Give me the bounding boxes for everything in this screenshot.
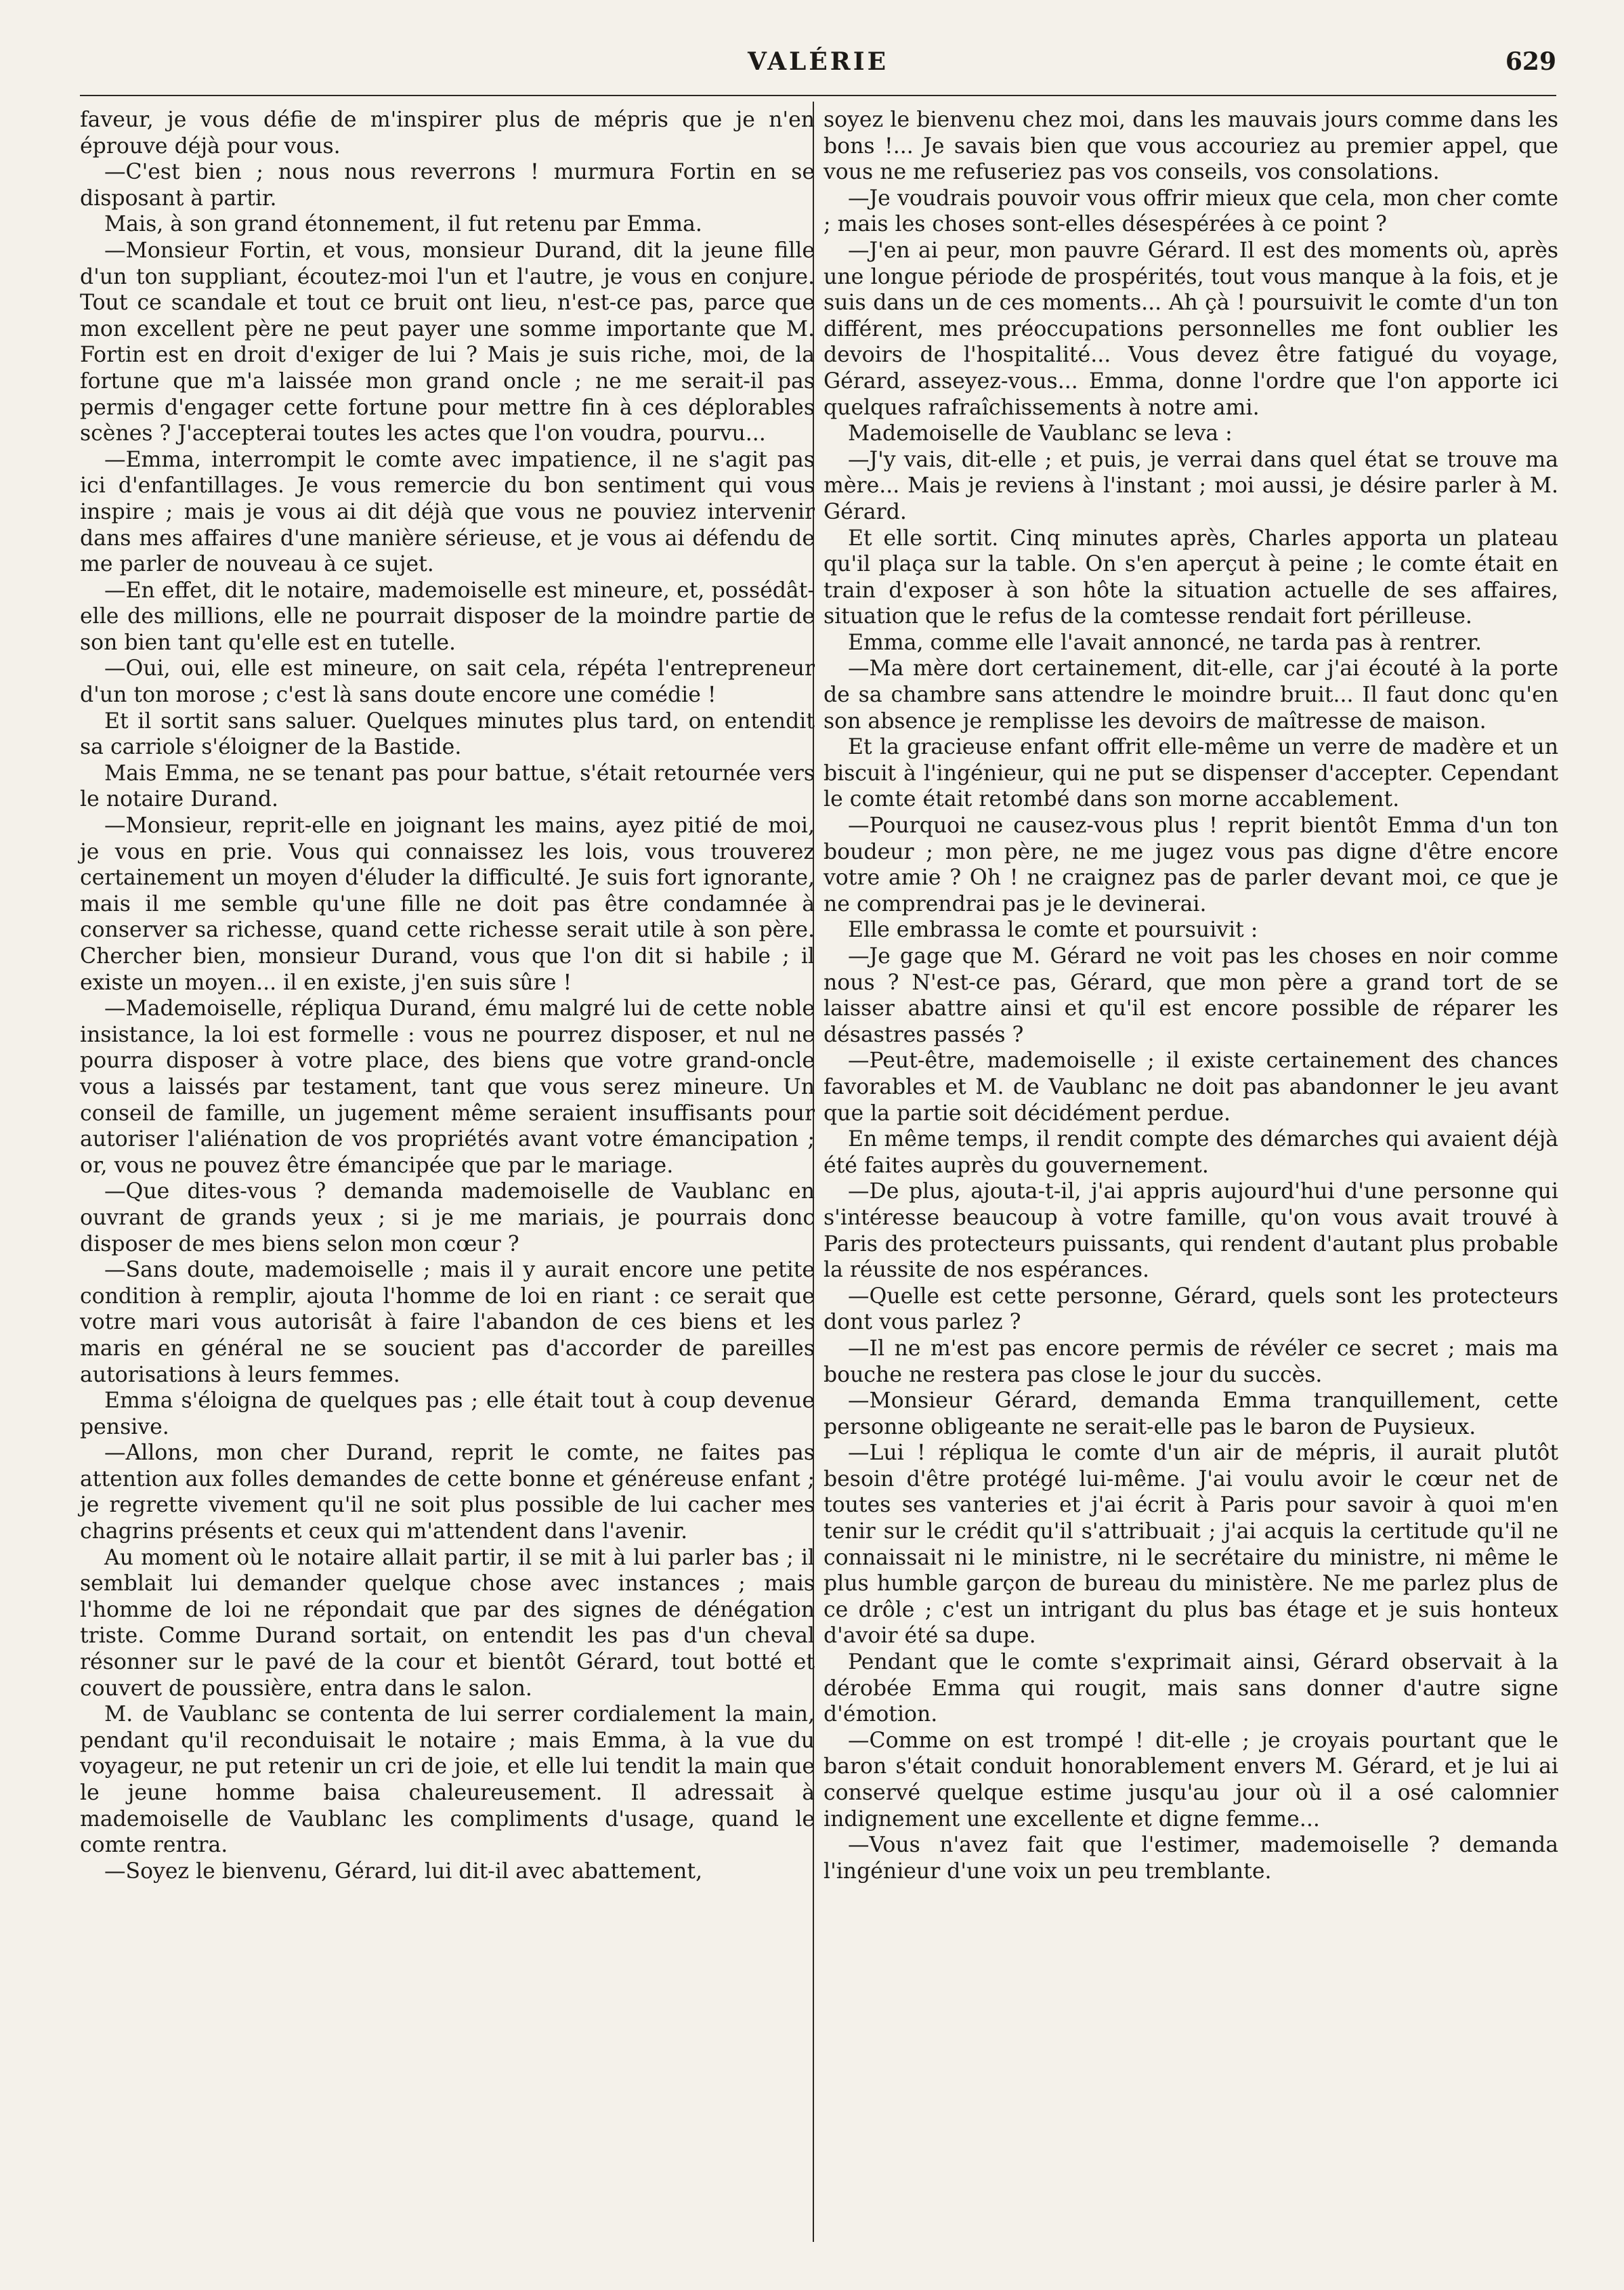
paragraph: —En effet, dit le notaire, mademoiselle est mineure, et, possédât-elle des millions, elle ne pourrait disposer de la moindre partie de son bien tant qu'elle est en tutelle. xyxy=(80,578,815,655)
paragraph: —Comme on est trompé ! dit-elle ; je croyais pourtant que le baron s'était conduit honorablement envers M. Gérard, et je lui ai conservé quelque estime jusqu'au jour où il a osé calomnier indignement une excellente et digne femme... xyxy=(824,1728,1558,1831)
paragraph: Et la gracieuse enfant offrit elle-même un verre de madère et un biscuit à l'ingénieur, qui ne put se dispenser d'accepter. Cependant le comte était retombé dans son morne accablement. xyxy=(824,735,1558,812)
left-column xyxy=(80,107,815,1884)
paragraph: —Sans doute, mademoiselle ; mais il y aurait encore une petite condition à remplir, ajouta l'homme de loi en riant : ce serait que votre mari vous autorisât à faire l'abandon de ces biens et les maris en général ne se soucient pas d'accorder de pareilles autorisations à leurs femmes. xyxy=(80,1258,815,1387)
paragraph: —Lui ! répliqua le comte d'un air de mépris, il aurait plutôt besoin d'être protégé lui-même. J'ai voulu avoir le cœur net de toutes ses vanteries et j'ai écrit à Paris pour savoir à quoi m'en tenir sur le crédit qu'il s'attribuait ; j'ai acquis la certitude qu'il ne connaissait ni le ministre, ni le secrétaire du ministre, ni même le plus humble garçon de bureau du ministère. Ne me parlez plus de ce drôle ; c'est un intrigant du plus bas étage et je suis honteux d'avoir été sa dupe. xyxy=(824,1441,1558,1649)
paragraph: —Que dites-vous ? demanda mademoiselle de Vaublanc en ouvrant de grands yeux ; si je me mariais, je pourrais donc disposer de mes biens selon mon cœur ? xyxy=(80,1179,815,1256)
paragraph: —Peut-être, mademoiselle ; il existe certainement des chances favorables et M. de Vaublanc ne doit pas abandonner le jeu avant que la partie soit décidément perdue. xyxy=(824,1048,1558,1126)
paragraph: —Monsieur Fortin, et vous, monsieur Durand, dit la jeune fille d'un ton suppliant, écoutez-moi l'un et l'autre, je vous en conjure. Tout ce scandale et tout ce bruit ont lieu, n'est-ce pas, parce que mon excellent père ne peut payer une somme importante que M. Fortin est en droit d'exiger de lui ? Mais je suis riche, moi, de la fortune que m'a laissée mon grand oncle ; ne me serait-il pas permis d'engager cette fortune pour mettre fin à ces déplorables scènes ? J'accepterai toutes les actes que l'on voudra, pourvu... xyxy=(80,238,815,446)
paragraph: —J'en ai peur, mon pauvre Gérard. Il est des moments où, après une longue période de prospérités, tout vous manque à la fois, et je suis dans un de ces moments... Ah çà ! poursuivit le comte d'un ton différent, mes préoccupations personnelles me font oublier les devoirs de l'hospitalité... Vous devez être fatigué du voyage, Gérard, asseyez-vous... Emma, donne l'ordre que l'on apporte ici quelques rafraîchissements à notre ami. xyxy=(824,238,1558,420)
running-title: VALÉRIE xyxy=(747,47,889,76)
paragraph: —Vous n'avez fait que l'estimer, mademoiselle ? demanda l'ingénieur d'une voix un peu tremblante. xyxy=(824,1833,1558,1884)
paragraph: —C'est bien ; nous nous reverrons ! murmura Fortin en se disposant à partir. xyxy=(80,160,815,211)
paragraph: —Quelle est cette personne, Gérard, quels sont les protecteurs dont vous parlez ? xyxy=(824,1284,1558,1335)
paragraph: —Mademoiselle, répliqua Durand, ému malgré lui de cette noble insistance, la loi est formelle : vous ne pourrez disposer, et nul ne pourra disposer à votre place, des biens que votre grand-oncle vous a laissés par testament, tant que vous serez mineure. Un conseil de famille, un jugement même seraient insuffisants pour autoriser l'aliénation de vos propriétés avant votre émancipation ; or, vous ne pouvez être émancipée que par le mariage. xyxy=(80,996,815,1178)
header-rule xyxy=(80,95,1556,96)
paragraph: faveur, je vous défie de m'inspirer plus de mépris que je n'en éprouve déjà pour vous. xyxy=(80,108,815,158)
paragraph: —Monsieur Gérard, demanda Emma tranquillement, cette personne obligeante ne serait-elle pas le baron de Puysieux. xyxy=(824,1388,1558,1439)
paragraph: Mademoiselle de Vaublanc se leva : xyxy=(848,421,1233,446)
paragraph: —J'y vais, dit-elle ; et puis, je verrai dans quel état se trouve ma mère... Mais je reviens à l'instant ; moi aussi, je désire parler à M. Gérard. xyxy=(824,447,1558,524)
right-column xyxy=(824,107,1558,1884)
paragraph: Au moment où le notaire allait partir, il se mit à lui parler bas ; il semblait lui demander quelque chose avec instances ; mais l'homme de loi ne répondait que par des signes de dénégation triste. Comme Durand sortait, on entendit les pas d'un cheval résonner sur le pavé de la cour et bientôt Gérard, tout botté et couvert de poussière, entra dans le salon. xyxy=(80,1545,815,1701)
paragraph: —Ma mère dort certainement, dit-elle, car j'ai écouté à la porte de sa chambre sans attendre le moindre bruit... Il faut donc qu'en son absence je remplisse les devoirs de maîtresse de maison. xyxy=(824,656,1558,734)
paragraph: —Je voudrais pouvoir vous offrir mieux que cela, mon cher comte ; mais les choses sont-elles désespérées à ce point ? xyxy=(824,186,1558,237)
paragraph: Et il sortit sans saluer. Quelques minutes plus tard, on entendit sa carriole s'éloigner de la Bastide. xyxy=(80,708,815,760)
paragraph: —Pourquoi ne causez-vous plus ! reprit bientôt Emma d'un ton boudeur ; mon père, ne me jugez vous pas digne d'être encore votre amie ? Oh ! ne craignez pas de parler devant moi, ce que je ne comprendrai pas je le devinerai. xyxy=(824,813,1558,916)
paragraph: —Il ne m'est pas encore permis de révéler ce secret ; mais ma bouche ne restera pas close le jour du succès. xyxy=(824,1336,1558,1387)
paragraph: Mais, à son grand étonnement, il fut retenu par Emma. xyxy=(104,212,702,237)
paragraph: —Soyez le bienvenu, Gérard, lui dit-il avec abattement, xyxy=(104,1859,703,1884)
paragraph: —Oui, oui, elle est mineure, on sait cela, répéta l'entrepreneur d'un ton morose ; c'est là sans doute encore une comédie ! xyxy=(80,656,815,708)
page-number: 629 xyxy=(1505,47,1556,76)
paragraph: soyez le bienvenu chez moi, dans les mauvais jours comme dans les bons !... Je savais bien que vous accouriez au premier appel, que vous ne me refuseriez pas vos conseils, vos consolations. xyxy=(824,108,1558,185)
paragraph: Et elle sortit. Cinq minutes après, Charles apporta un plateau qu'il plaça sur la table. On s'en aperçut à peine ; le comte était en train d'exposer à son hôte la situation actuelle de ses affaires, situation que le refus de la comtesse rendait fort périlleuse. xyxy=(824,526,1558,629)
paragraph: Elle embrassa le comte et poursuivit : xyxy=(848,918,1258,943)
paragraph: Pendant que le comte s'exprimait ainsi, Gérard observait à la dérobée Emma qui rougit, mais sans donner d'autre signe d'émotion. xyxy=(824,1650,1558,1727)
paragraph: —Monsieur, reprit-elle en joignant les mains, ayez pitié de moi, je vous en prie. Vous qui connaissez les lois, vous trouverez certainement un moyen d'éluder la difficulté. Je suis fort ignorante, mais il me semble qu'une fille ne doit pas être condamnée à conserver sa richesse, quand cette richesse serait utile à son père. Chercher bien, monsieur Durand, vous que l'on dit si habile ; il existe un moyen... il en existe, j'en suis sûre ! xyxy=(80,813,815,995)
paragraph: M. de Vaublanc se contenta de lui serrer cordialement la main, pendant qu'il reconduisait le notaire ; mais Emma, à la vue du voyageur, ne put retenir un cri de joie, et elle lui tendit la main que le jeune homme baisa chaleureusement. Il adressait à mademoiselle de Vaublanc les compliments d'usage, quand le comte rentra. xyxy=(80,1702,815,1858)
running-header xyxy=(80,47,1556,85)
paragraph: Emma s'éloigna de quelques pas ; elle était tout à coup devenue pensive. xyxy=(80,1388,815,1439)
paragraph: —Je gage que M. Gérard ne voit pas les choses en noir comme nous ? N'est-ce pas, Gérard, que mon père a grand tort de se laisser abattre ainsi et qu'il est encore possible de réparer les désastres passés ? xyxy=(824,944,1558,1047)
paragraph: —Emma, interrompit le comte avec impatience, il ne s'agit pas ici d'enfantillages. Je vous remercie du bon sentiment qui vous inspire ; mais je vous ai dit déjà que vous ne pouviez intervenir dans mes affaires d'une manière sérieuse, et je vous ai défendu de me parler de nouveau à ce sujet. xyxy=(80,447,815,577)
paragraph: —De plus, ajouta-t-il, j'ai appris aujourd'hui d'une personne qui s'intéresse beaucoup à votre famille, qu'on vous avait trouvé à Paris des protecteurs puissants, qui rendent d'autant plus probable la réussite de nos espérances. xyxy=(824,1179,1558,1283)
paragraph: En même temps, il rendit compte des démarches qui avaient déjà été faites auprès du gouvernement. xyxy=(824,1127,1558,1178)
paragraph: Mais Emma, ne se tenant pas pour battue, s'était retournée vers le notaire Durand. xyxy=(80,761,815,812)
paragraph: Emma, comme elle l'avait annoncé, ne tarda pas à rentrer. xyxy=(848,630,1482,655)
paragraph: —Allons, mon cher Durand, reprit le comte, ne faites pas attention aux folles demandes de cette bonne et généreuse enfant ; je regrette vivement qu'il ne soit plus possible de lui cacher mes chagrins présents et ceux qui m'attendent dans l'avenir. xyxy=(80,1441,815,1544)
